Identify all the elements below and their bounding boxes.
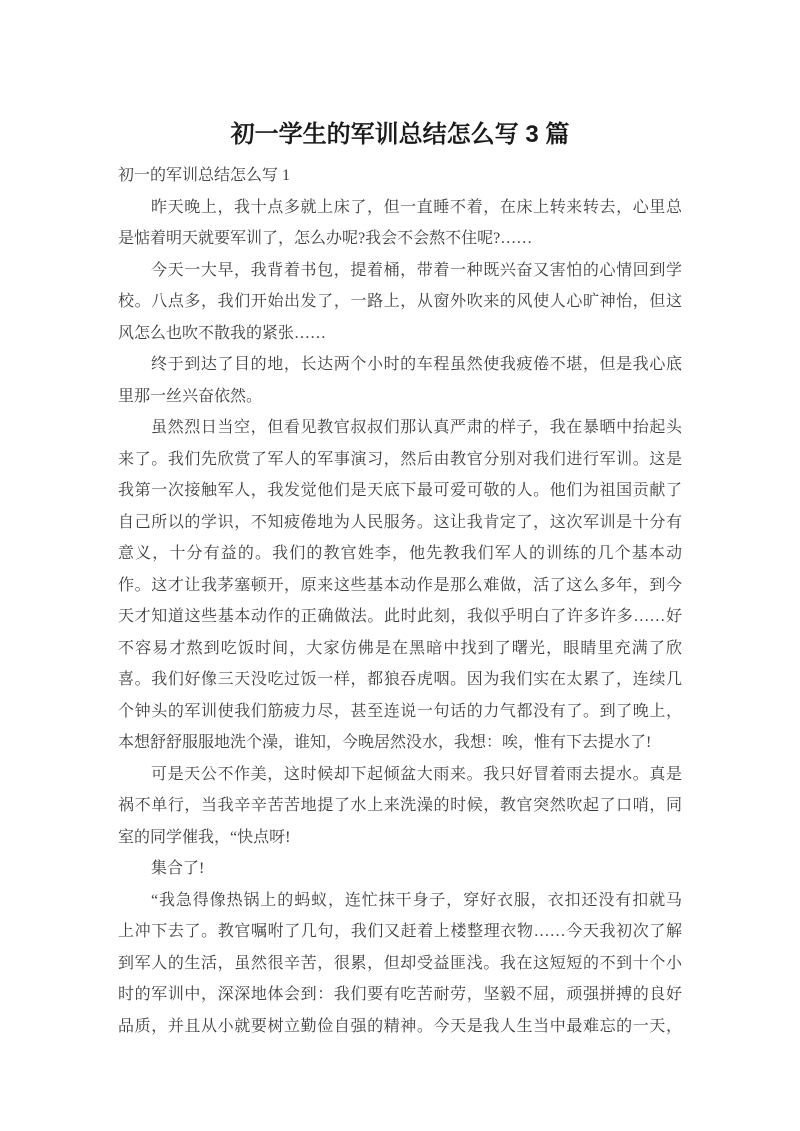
text-line: 来了。我们先欣赏了军人的军事演习，然后由教官分别对我们进行军训。这是 <box>118 450 682 468</box>
text-line: 天才知道这些基本动作的正确做法。此时此刻，我似乎明白了许多许多……好 <box>118 608 682 625</box>
text-line: 喜。我们好像三天没吃过饭一样，都狼吞虎咽。因为我们实在太累了，连续几 <box>118 671 682 688</box>
text-line: “我急得像热锅上的蚂蚁，连忙抹干身子，穿好衣服，衣扣还没有扣就马 <box>151 891 682 909</box>
text-line: 里那一丝兴奋依然。 <box>118 387 263 405</box>
text-line: 集合了! <box>151 860 205 877</box>
text-line: 风怎么也吹不散我的紧张…… <box>118 324 327 342</box>
text-line: 本想舒舒服服地洗个澡，谁知，今晚居然没水，我想：唉，惟有下去提水了! <box>118 734 652 751</box>
text-line: 祸不单行，当我辛辛苦苦地提了水上来洗澡的时候，教官突然吹起了口哨，同 <box>118 797 682 814</box>
text-line: 是惦着明天就要军训了，怎么办呢?我会不会熬不住呢?…… <box>118 230 533 247</box>
text-line: 个钟头的军训使我们筋疲力尽，甚至连说一句话的力气都没有了。到了晚上， <box>118 702 682 720</box>
document-title: 初一学生的军训总结怎么写 3 篇 <box>230 121 570 148</box>
text-line: 初一的军训总结怎么写 1 <box>118 167 291 184</box>
text-line: 不容易才熬到吃饭时间，大家仿佛是在黑暗中找到了曙光，眼睛里充满了欣 <box>118 639 682 657</box>
text-line: 终于到达了目的地，长达两个小时的车程虽然使我疲倦不堪，但是我心底 <box>151 356 682 373</box>
text-line: 可是天公不作美，这时候却下起倾盆大雨来。我只好冒着雨去提水。真是 <box>151 765 682 783</box>
text-line: 我第一次接触军人，我发觉他们是天底下最可爱可敬的人。他们为祖国贡献了 <box>118 482 682 499</box>
text-line: 到军人的生活，虽然很辛苦，很累，但却受益匪浅。我在这短短的不到十个小 <box>118 954 682 972</box>
text-line: 自己所以的学识，不知疲倦地为人民服务。这让我肯定了，这次军训是十分有 <box>118 513 682 531</box>
text-line: 时的军训中，深深地体会到：我们要有吃苦耐劳，坚毅不屈，顽强拼搏的良好 <box>118 986 682 1003</box>
text-line: 今天一大早，我背着书包，提着桶，带着一种既兴奋又害怕的心情回到学 <box>151 261 682 279</box>
text-line: 校。八点多，我们开始出发了，一路上，从窗外吹来的风使人心旷神怡，但这 <box>118 293 682 310</box>
text-line: 意义，十分有益的。我们的教官姓李，他先教我们军人的训练的几个基本动 <box>118 545 682 562</box>
document-body <box>118 160 682 1042</box>
text-line: 昨天晚上，我十点多就上床了，但一直睡不着，在床上转来转去，心里总 <box>151 198 682 216</box>
document-content <box>118 118 682 1042</box>
text-line: 品质，并且从小就要树立勤俭自强的精神。今天是我人生当中最难忘的一天， <box>118 1017 682 1035</box>
text-line: 虽然烈日当空，但看见教官叔叔们那认真严肃的样子，我在暴晒中抬起头 <box>151 419 682 436</box>
text-line: 作。这才让我茅塞顿开，原来这些基本动作是那么难做，活了这么多年，到今 <box>118 576 682 594</box>
text-line: 上冲下去了。教官嘱咐了几句，我们又赶着上楼整理衣物……今天我初次了解 <box>118 923 682 940</box>
text-line: 室的同学催我，“快点呀! <box>118 828 291 846</box>
